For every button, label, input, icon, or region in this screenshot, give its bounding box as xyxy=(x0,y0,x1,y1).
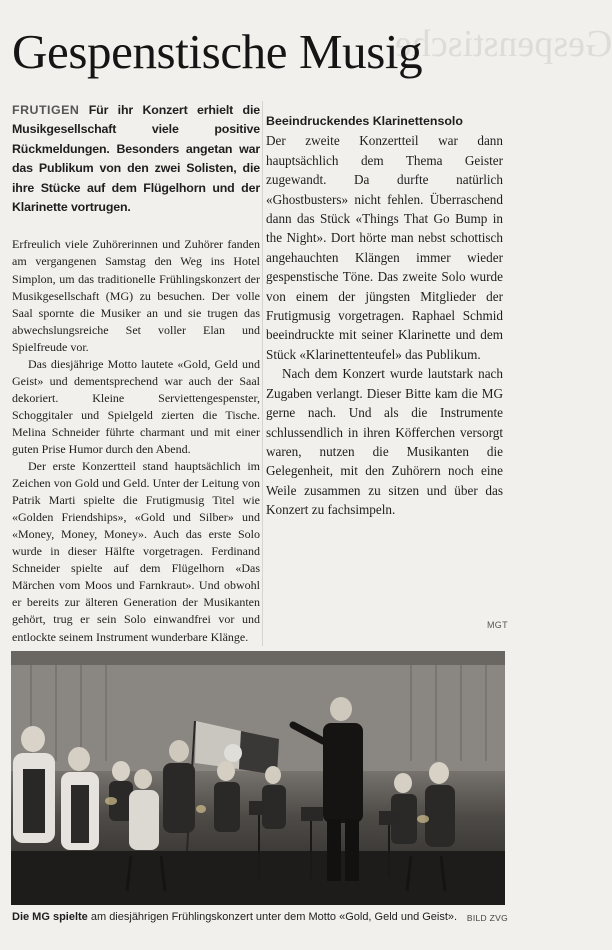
caption-lead: Die MG spielte xyxy=(12,911,88,923)
photo-caption xyxy=(12,910,508,924)
dateline: FRUTIGEN xyxy=(12,103,80,117)
author-initials: MGT xyxy=(487,620,508,630)
bleed-through-text: Gespenstische xyxy=(395,23,612,65)
concert-photo xyxy=(11,651,505,905)
lead-text: Für ihr Konzert erhielt die Musikgesellschaft viele positive Rückmeldungen. Besonders angetan war das Publikum von den zwei Solisten, die ihre Stücke auf dem Flügelhorn und der Klarinette vortrugen. xyxy=(12,103,260,215)
headline: Gespenstische Musig xyxy=(12,24,423,79)
body-paragraph-4: Der zweite Konzertteil war dann hauptsächlich dem Thema Geister zugewandt. Da durfte natürlich «Ghostbusters» nicht fehlen. Überraschend dann das Stück «Things That Go Bump in the Night». Dort hörte man nebst schottisch angehauchten Klängen immer wieder gespenstische Töne. Das zweite Solo wurde von einem der jüngsten Mitglieder der Frutigmusig vorgetragen. Raphael Schmid beeindruckte mit seiner Klarinette und dem Stück «Klarinettenteufel» das Publikum. xyxy=(266,133,503,362)
photo-credit: BILD ZVG xyxy=(466,913,508,923)
subheading: Beeindruckendes Klarinettensolo xyxy=(266,114,463,128)
caption-text: am diesjährigen Frühlingskonzert unter dem Motto «Gold, Geld und Geist». xyxy=(87,911,458,923)
column-right xyxy=(266,101,503,520)
body-paragraph-3: Der erste Konzertteil stand hauptsächlich im Zeichen von Gold und Geld. Unter der Leitung von Patrik Marti spielte die Frutigmusig Titel wie «Golden Friendships», «Gold und Silber» und «Money, Money, Money». Auch das erste Solo wurde in dieser Hälfte vorgetragen. Ferdinand Schneider spielte auf dem Flügelhorn «Das Märchen vom Moos und Farnkraut». Und obwohl er bereits zur älteren Generation der Musikanten gehört, trug er sein Solo einwandfrei vor und entlockte seinem Instrument wunderbare Klänge. xyxy=(12,459,260,644)
column-divider xyxy=(262,101,263,646)
body-paragraph-5: Nach dem Konzert wurde lautstark nach Zugaben verlangt. Dieser Bitte kam die MG gerne nach. Und als die Instrumente schlussendlich in ihren Köfferchen versorgt waren, nutzen die Musikanten die Gelegenheit, mit den Zuhörern noch eine Weile zusammen zu sitzen und über das Konzert zu fachsimpeln. xyxy=(266,366,503,518)
body-paragraph-1: Erfreulich viele Zuhörerinnen und Zuhörer fanden am vergangenen Samstag den Weg ins Hotel Simplon, um das traditionelle Frühlingskonzert der Musikgesellschaft (MG) zu besuchen. Der volle Saal spornte die Musiker an und sie trugen das abwechslungsreiche Set voller Elan und Spielfreude vor. xyxy=(12,237,260,354)
body-paragraph-2: Das diesjährige Motto lautete «Gold, Geld und Geist» und dementsprechend war auch der Saal dekoriert. Kleine Serviettengespenster, Schoggitaler und Spielgeld zierten die Tische. Melina Schneider führte charmant und mit einer guten Prise Humor durch den Abend. xyxy=(12,356,260,456)
lead-paragraph xyxy=(12,101,260,217)
column-left xyxy=(12,101,260,646)
band-illustration xyxy=(11,651,505,905)
